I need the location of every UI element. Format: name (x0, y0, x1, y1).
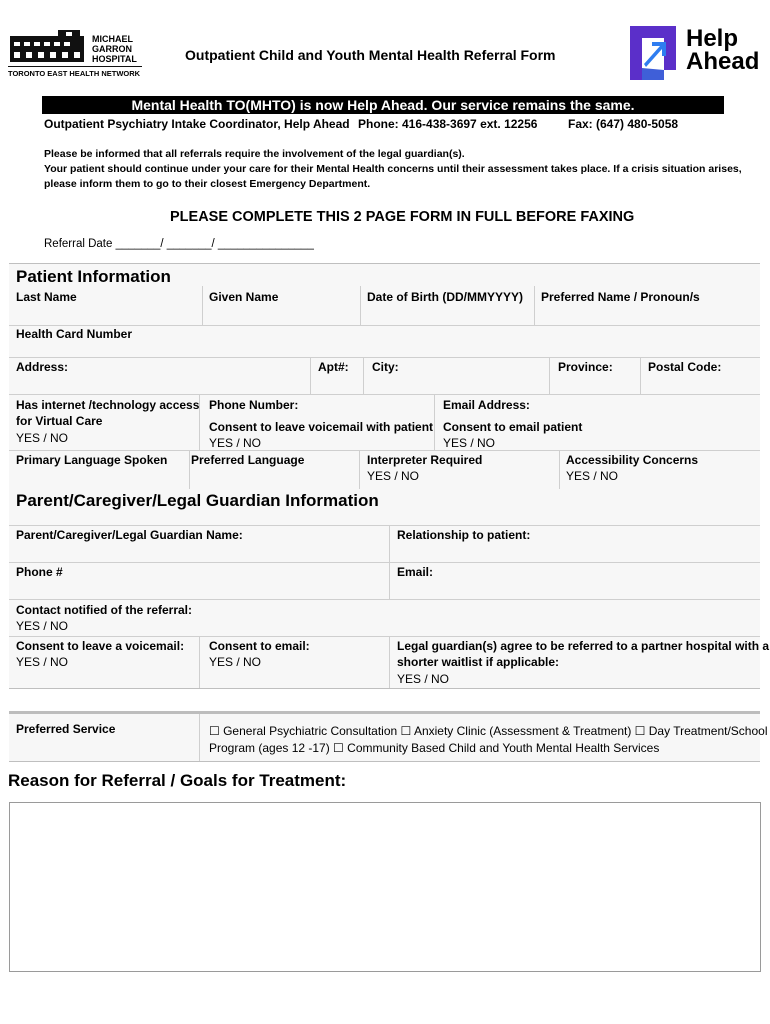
reason-textarea[interactable] (9, 802, 761, 972)
contact-role: Outpatient Psychiatry Intake Coordinator, Help Ahead (44, 117, 350, 131)
notice-line-1: Please be informed that all referrals require the involvement of the legal guardian(s). (44, 148, 465, 160)
virtual-access-options[interactable]: YES / NO (16, 431, 69, 445)
province-field[interactable]: Province: (558, 360, 613, 374)
service-options-line-1[interactable]: ☐ General Psychiatric Consultation ☐ Anxiety Clinic (Assessment & Treatment) ☐ Day Treatment/School (209, 724, 768, 738)
guardian-voicemail-label: Consent to leave a voicemail: (16, 639, 185, 653)
guardian-email-consent-label: Consent to email: (209, 639, 310, 653)
notice-line-2: Your patient should continue under your care for their Mental Health concerns until their assessment takes place. If a crisis situation arises, (44, 163, 742, 175)
accessibility-options[interactable]: YES / NO (566, 469, 619, 483)
help-ahead-line-2: Ahead (686, 48, 760, 75)
patient-info-heading: Patient Information (16, 267, 171, 286)
logo-line-1: MICHAEL (92, 34, 133, 44)
virtual-access-label-1: Has internet /technology access (16, 398, 200, 412)
last-name-field[interactable]: Last Name (16, 290, 77, 304)
email-consent-label: Consent to email patient (443, 420, 583, 434)
city-field[interactable]: City: (372, 360, 399, 374)
guardian-info-section (9, 489, 760, 689)
notice-line-3: please inform them to go to their closest Emergency Department. (44, 178, 371, 190)
contact-notified-label: Contact notified of the referral: (16, 603, 193, 617)
logo-line-2: GARRON (92, 44, 132, 54)
voicemail-consent-label: Consent to leave voicemail with patient (209, 420, 434, 434)
dob-field[interactable]: Date of Birth (DD/MMYYYY) (367, 290, 523, 304)
address-field[interactable]: Address: (16, 360, 69, 374)
hospital-building-icon (8, 28, 88, 64)
preferred-language-field[interactable]: Preferred Language (191, 453, 305, 467)
service-options-line-2[interactable]: Program (ages 12 -17) ☐ Community Based Child and Youth Mental Health Services (209, 741, 660, 755)
primary-language-field[interactable]: Primary Language Spoken (16, 453, 168, 467)
contact-phone: Phone: 416-438-3697 ext. 12256 (358, 117, 538, 131)
email-consent-options[interactable]: YES / NO (443, 436, 496, 450)
partner-hospital-options[interactable]: YES / NO (397, 672, 450, 686)
voicemail-consent-options[interactable]: YES / NO (209, 436, 262, 450)
help-ahead-logo (630, 26, 765, 82)
postal-code-field[interactable]: Postal Code: (648, 360, 722, 374)
relationship-field[interactable]: Relationship to patient: (397, 528, 531, 542)
hospital-logo (8, 28, 148, 82)
form-title: Outpatient Child and Youth Mental Health Referral Form (185, 47, 556, 63)
contact-fax: Fax: (647) 480-5058 (568, 117, 679, 131)
guardian-email-field[interactable]: Email: (397, 565, 434, 579)
partner-hospital-label-1: Legal guardian(s) agree to be referred to a partner hospital with a (397, 639, 770, 653)
guardian-voicemail-options[interactable]: YES / NO (16, 655, 69, 669)
apt-field[interactable]: Apt#: (318, 360, 349, 374)
reason-heading: Reason for Referral / Goals for Treatment: (8, 771, 347, 790)
partner-hospital-label-2: shorter waitlist if applicable: (397, 655, 560, 669)
help-ahead-arrow-icon (630, 26, 676, 80)
contact-notified-options[interactable]: YES / NO (16, 619, 69, 633)
referral-date-field[interactable]: Referral Date _______/ _______/ _______________ (44, 238, 314, 250)
email-address-field[interactable]: Email Address: (443, 398, 530, 412)
preferred-service-label: Preferred Service (16, 722, 116, 736)
accessibility-label: Accessibility Concerns (566, 453, 699, 467)
logo-line-3: HOSPITAL (92, 54, 137, 64)
guardian-email-consent-options[interactable]: YES / NO (209, 655, 262, 669)
logo-tagline: TORONTO EAST HEALTH NETWORK (8, 69, 141, 78)
guardian-phone-field[interactable]: Phone # (16, 565, 63, 579)
preferred-name-field[interactable]: Preferred Name / Pronoun/s (541, 290, 700, 304)
guardian-name-field[interactable]: Parent/Caregiver/Legal Guardian Name: (16, 528, 243, 542)
guardian-info-heading: Parent/Caregiver/Legal Guardian Information (16, 491, 379, 510)
interpreter-options[interactable]: YES / NO (367, 469, 420, 483)
phone-number-field[interactable]: Phone Number: (209, 398, 299, 412)
announcement-text: Mental Health TO(MHTO) is now Help Ahead. Our service remains the same. (131, 97, 635, 113)
given-name-field[interactable]: Given Name (209, 290, 279, 304)
interpreter-label: Interpreter Required (367, 453, 483, 467)
virtual-access-label-2: for Virtual Care (16, 414, 103, 428)
instruction-heading: PLEASE COMPLETE THIS 2 PAGE FORM IN FULL BEFORE FAXING (170, 209, 635, 225)
health-card-field[interactable]: Health Card Number (16, 327, 133, 341)
announcement-banner (42, 96, 724, 114)
help-ahead-line-1: Help (686, 25, 739, 52)
